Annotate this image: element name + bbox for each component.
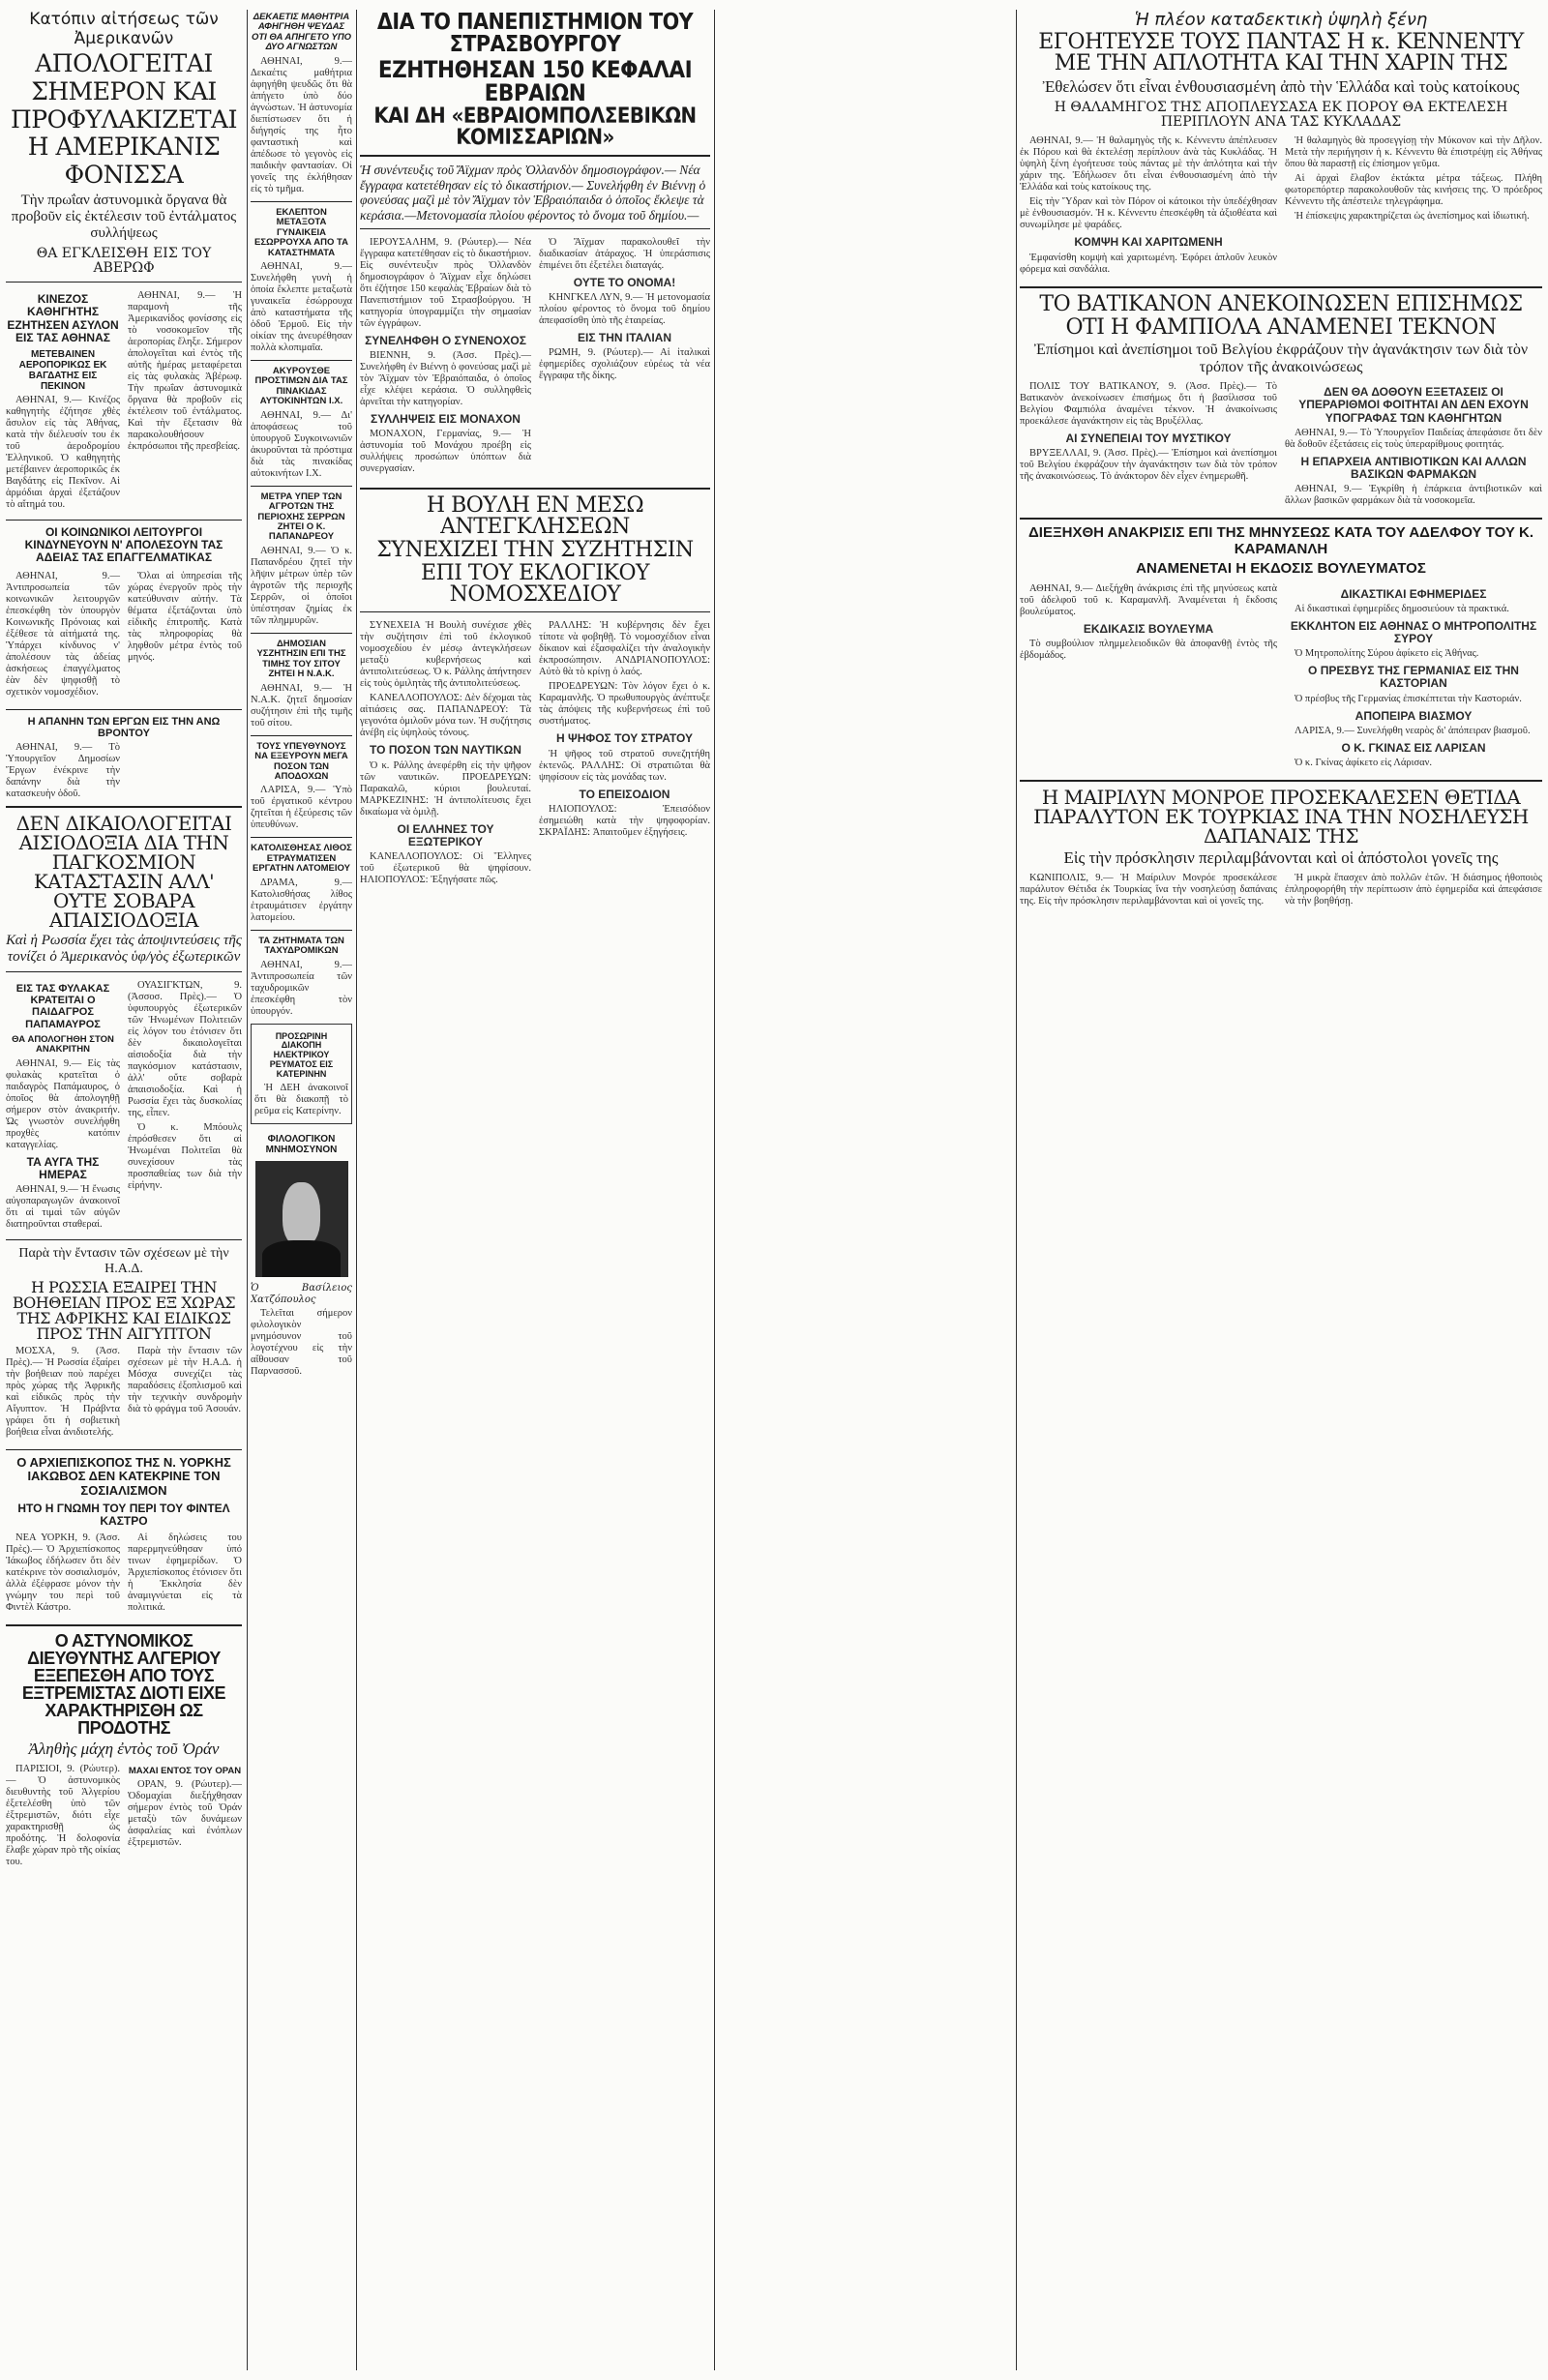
- story-headline: Ο Κ. ΓΚΙΝΑΣ ΕΙΣ ΛΑΡΙΣΑΝ: [1341, 740, 1486, 755]
- section-label: Παρὰ τὴν ἔντασιν τῶν σχέσεων μὲ τὴν Η.Α.Δ.: [18, 1245, 229, 1276]
- column-center: [360, 8, 710, 2378]
- divider: [251, 930, 352, 931]
- story-block: [1020, 134, 1542, 280]
- story-block: [1020, 581, 1542, 774]
- story-headline: ΣΥΝΕΛΗΦΘΗ Ο ΣΥΝΕΝΟΧΟΣ: [365, 334, 526, 348]
- story-block: [6, 1531, 242, 1619]
- story-headline: ΚΟΜΨΗ ΚΑΙ ΧΑΡΙΤΩΜΕΝΗ: [1074, 235, 1223, 250]
- story-headline: ΑΙ ΣΥΝΕΠΕΙΑΙ ΤΟΥ ΜΥΣΤΙΚΟΥ: [1065, 431, 1232, 446]
- article-body: ΔΙΚΑΣΤΙΚΑΙ ΕΦΗΜΕΡΙΔΕΣ Αἱ δικαστικαὶ ἐφημερίδες δημοσιεύουν τὰ πρακτικά. ΕΚΚΛΗΤΟΝ ΕΙΣ ΑΘΗΝΑΣ Ο ΜΗΤΡΟΠΟΛΙΤΗΣ ΣΥΡΟΥ Ὁ Μητροπολίτης Σύρου ἀφίκετο εἰς Ἀθήνας. Ο ΠΡΕΣΒΥΣ ΤΗΣ ΓΕΡΜΑΝΙΑΣ ΕΙΣ ΤΗΝ ΚΑΣΤΟΡΙΑΝ Ὁ πρέσβυς τῆς Γερμανίας ἐπισκέπτεται τὴν Καστοριάν. ΑΠΟΠΕΙΡΑ ΒΙΑΣΜΟΥ ΛΑΡΙΣΑ, 9.— Συνελήφθη νεαρὸς δι' ἀπόπειραν βιασμοῦ. Ο Κ. ΓΚΙΝΑΣ ΕΙΣ ΛΑΡΙΣΑΝ Ὁ κ. Γκίνας ἀφίκετο εἰς Λάρισαν.: [1285, 583, 1542, 772]
- box-headline: ΠΡΟΣΩΡΙΝΗ ΔΙΑΚΟΠΗ ΗΛΕΚΤΡΙΚΟΥ ΡΕΥΜΑΤΟΣ ΕΙΣ ΚΑΤΕΡΙΝΗΝ: [269, 1030, 334, 1080]
- column-rule: [247, 10, 248, 2370]
- article-body: ΔΡΑΜΑ, 9.— Κατολισθήσας λίθος ἐτραυμάτισεν ἐργάτην λατομείου.: [251, 877, 352, 923]
- divider: [1020, 780, 1542, 782]
- article-body: ΠΑΡΙΣΙΟΙ, 9. (Ρώυτερ).— Ὁ ἀστυνομικὸς διευθυντὴς τοῦ Ἀλγερίου ἐξετελέσθη ὑπὸ τῶν ἐξτρεμιστῶν, διότι εἶχε χαρακτηρισθῇ ὡς προδότης. Ἡ δολοφονία ἔλαβε χώραν πρὸ τῆς οἰκίας του.: [6, 1763, 120, 1867]
- photo-suit: [262, 1240, 341, 1277]
- column-left: [6, 8, 242, 2378]
- subheadline: Ἡ συνέντευξις τοῦ Ἄϊχμαν πρὸς Ὀλλανδὸν δημοσιογράφον.— Νέα ἔγγραφα κατετέθησαν εἰς τὸ δικαστήριον.— Συνελήφθη ἐν Βιέννῃ ὁ φονεύσας μαζὶ μὲ τὸν Ἄϊχμαν τὸν Ἑβραιόπαιδα ὁ ὁποῖος ἔκλεψε τὰ κεράσια.—Μετονομασία πλοίου φέροντος τὸ ὄνομα τοῦ δημίου.—: [360, 163, 706, 223]
- kicker: Ἡ πλέον καταδεκτικὴ ὑψηλὴ ξένη: [1134, 10, 1428, 30]
- divider: [360, 228, 710, 229]
- headline: Η ΒΟΥΛΗ ΕΝ ΜΕΣΩ ΑΝΤΕΓΚΛΗΣΕΩΝ: [426, 493, 644, 540]
- story-block: [6, 978, 242, 1234]
- divider: [6, 709, 242, 710]
- banner-headline: ΔΙΑ ΤΟ ΠΑΝΕΠΙΣΤΗΜΙΟΝ ΤΟΥ ΣΤΡΑΣΒΟΥΡΓΟΥ: [376, 10, 694, 57]
- divider: [251, 633, 352, 634]
- article-body: ΛΑΡΙΣΑ, 9.— Ὑπὸ τοῦ ἐργατικοῦ κέντρου ζητεῖται ἡ ἐξεύρεσις τῶν ὑπευθύνων.: [251, 785, 352, 831]
- story-headline: ΤΑ ΑΥΓΑ ΤΗΣ ΗΜΕΡΑΣ: [26, 1154, 100, 1181]
- headline: Η ΜΑΙΡΙΛΥΝ ΜΟΝΡΟΕ ΠΡΟΣΕΚΑΛΕΣΕΝ ΘΕΤΙΔΑ ΠΑΡΑΛΥΤΟΝ ΕΚ ΤΟΥΡΚΙΑΣ ΙΝΑ ΤΗΝ ΝΟΣΗΛΕΥΣΗ ΔΑΠΑΝΑΙΣ ΤΗΣ: [1033, 786, 1529, 848]
- article-body: ΑΘΗΝΑΙ, 9.— Δι' ἀποφάσεως τοῦ ὑπουργοῦ Συγκοινωνιῶν ἀκυροῦνται τὰ πρόστιμα διὰ τὰς πινακίδας αὐτοκινήτων Ι.Χ.: [251, 409, 352, 479]
- notice-box: [251, 1024, 352, 1124]
- story-block: [6, 1762, 242, 1873]
- column-second: [251, 8, 352, 2378]
- story-headline: ΟΙ ΕΛΛΗΝΕΣ ΤΟΥ ΕΞΩΤΕΡΙΚΟΥ: [397, 821, 494, 848]
- kicker: Κατόπιν αἰτήσεως τῶν Ἀμερικανῶν: [29, 10, 219, 48]
- story-headline: Η ΨΗΦΟΣ ΤΟΥ ΣΤΡΑΤΟΥ: [556, 731, 693, 746]
- article-body: Αἱ δηλώσεις του παρερμηνεύθησαν ὑπό τινων ἐφημερίδων. Ὁ Ἀρχιεπίσκοπος ἐτόνισεν ὅτι ἡ Ἐκκλησία δὲν ἀναμιγνύεται εἰς τὰ πολιτικά.: [128, 1532, 242, 1614]
- story-headline: ΤΟΥΣ ΥΠΕΥΘΥΝΟΥΣ ΝΑ ΕΞΕΥΡΟΥΝ ΜΕΓΑ ΠΟΣΟΝ ΤΩΝ ΑΠΟΔΟΧΩΝ: [254, 740, 348, 782]
- subheadline: Η ΘΑΛΑΜΗΓΟΣ ΤΗΣ ΑΠΟΠΛΕΥΣΑΣΑ ΕΚ ΠΟΡΟΥ ΘΑ ΕΚΤΕΛΕΣΗ ΠΕΡΙΠΛΟΥΝ ΑΝΑ ΤΑΣ ΚΥΚΛΑΔΑΣ: [1054, 99, 1508, 130]
- article-body: ΙΕΡΟΥΣΑΛΗΜ, 9. (Ρώυτερ).— Νέα ἔγγραφα κατετέθησαν εἰς τὸ δικαστήριον. Εἰς συνέντευξιν πρὸς Ὀλλανδὸν δημοσιογράφον ὁ Ἄϊχμαν εἶχε δηλώσει ὅτι ἐζήτησε 150 κεφαλὰς Ἑβραίων διὰ τὸ Πανεπιστήμιον τοῦ Στρασβούργου. Ἡ κατηγορία ὑπογραμμίζει τὴν σημασίαν τῶν ἐγγράφων. ΣΥΝΕΛΗΦΘΗ Ο ΣΥΝΕΝΟΧΟΣ ΒΙΕΝΝΗ, 9. (Ἀσσ. Πρὲς).— Συνελήφθη ἐν Βιέννῃ ὁ φονεύσας μαζὶ μὲ τὸν Ἄϊχμαν τὸν Ἑβραιόπαιδα, ὁ ὁποῖος εἶχε κλέψει κεράσια. Ὁ συλληφθεὶς ἀρνεῖται τὴν κατηγορίαν. ΣΥΛΛΗΨΕΙΣ ΕΙΣ ΜΟΝΑΧΟΝ ΜΟΝΑΧΟΝ, Γερμανίας, 9.— Ἡ ἀστυνομία τοῦ Μονάχου προέβη εἰς συλλήψεις προσώπων ὑπόπτων διὰ συνεργασίαν.: [360, 237, 531, 475]
- headline: ΕΓΟΗΤΕΥΣΕ ΤΟΥΣ ΠΑΝΤΑΣ Η κ. ΚΕΝΝΕΝΤΥ ΜΕ ΤΗΝ ΑΠΛΟΤΗΤΑ ΚΑΙ ΤΗΝ ΧΑΡΙΝ ΤΗΣ: [1038, 30, 1524, 75]
- story-headline: ΤΟ ΠΟΣΟΝ ΤΩΝ ΝΑΥΤΙΚΩΝ: [370, 743, 521, 758]
- divider: [1020, 286, 1542, 288]
- story-headline: ΣΥΛΛΗΨΕΙΣ ΕΙΣ ΜΟΝΑΧΟΝ: [371, 412, 521, 427]
- story-headline: ΔΕΚΑΕΤΙΣ ΜΑΘΗΤΡΙΑ ΑΦΗΓΗΘΗ ΨΕΥΔΑΣ ΟΤΙ ΘΑ ΑΠΗΓΕΤΟ ΥΠΟ ΔΥΟ ΑΓΝΩΣΤΩΝ: [251, 12, 352, 53]
- article-body: ΣΥΝΕΧΕΙΑ Ἡ Βουλὴ συνέχισε χθὲς τὴν συζήτησιν ἐπὶ τοῦ ἐκλογικοῦ νομοσχεδίου ἐν μέσῳ ἀντεγκλήσεων μεταξὺ κυβερνήσεως καὶ ἀντιπολιτεύσεως. Ὁ κ. Ράλλης ἀπήντησεν εἰς τοὺς ὁμιλητὰς τῆς ἀντιπολιτεύσεως. ΚΑΝΕΛΛΟΠΟΥΛΟΣ: Δὲν δέχομαι τὰς αἰτιάσεις σας. ΠΑΠΑΝΔΡΕΟΥ: Τὰ γεγονότα ὁμιλοῦν μόνα των. Ἡ συζήτησις ἀνέβη εἰς ὑψηλοὺς τόνους. ΤΟ ΠΟΣΟΝ ΤΩΝ ΝΑΥΤΙΚΩΝ Ὁ κ. Ράλλης ἀνεφέρθη εἰς τὴν ψῆφον τῶν ναυτικῶν. ΠΡΟΕΔΡΕΥΩΝ: Παρακαλῶ, κύριοι βουλευταί. ΜΑΡΚΕΖΙΝΗΣ: Ἡ ἀντιπολίτευσις ἔχει δικαίωμα νὰ ὁμιλῇ. ΟΙ ΕΛΛΗΝΕΣ ΤΟΥ ΕΞΩΤΕΡΙΚΟΥ ΚΑΝΕΛΛΟΠΟΥΛΟΣ: Οἱ Ἕλληνες τοῦ ἐξωτερικοῦ θὰ ψηφίσουν. ΗΛΙΟΠΟΥΛΟΣ: Ἐξηγήσατε πῶς.: [360, 620, 531, 885]
- story-block: [6, 1344, 242, 1443]
- story-headline: ΕΚΛΕΠΤΟΝ ΜΕΤΑΞΟΤΑ ΓΥΝΑΙΚΕΙΑ ΕΣΩΡΡΟΥΧΑ ΑΠΟ ΤΑ ΚΑΤΑΣΤΗΜΑΤΑ: [254, 206, 348, 258]
- article-body: Ἡ ΔΕΗ ἀνακοινοῖ ὅτι θὰ διακοπῇ τὸ ρεῦμα εἰς Κατερίνην.: [254, 1083, 348, 1117]
- divider: [6, 1624, 242, 1626]
- story-headline: ΤΟ ΕΠΕΙΣΟΔΙΟΝ: [579, 787, 670, 801]
- divider: [6, 520, 242, 521]
- headline: ΑΝΑΜΕΝΕΤΑΙ Η ΕΚΔΟΣΙΣ ΒΟΥΛΕΥΜΑΤΟΣ: [1136, 560, 1426, 578]
- story-headline: Ο ΠΡΕΣΒΥΣ ΤΗΣ ΓΕΡΜΑΝΙΑΣ ΕΙΣ ΤΗΝ ΚΑΣΤΟΡΙΑΝ: [1308, 664, 1519, 691]
- article-body: Παρὰ τὴν ἔντασιν τῶν σχέσεων μὲ τὴν Η.Α.Δ. ἡ Μόσχα συνεχίζει τὰς παραδόσεις ἐξοπλισμοῦ καὶ τὴν τεχνικὴν συνδρομὴν διὰ τὸ φράγμα τοῦ Ἀσουάν.: [128, 1346, 242, 1415]
- headline: ΔΙΕΞΗΧΘΗ ΑΝΑΚΡΙΣΙΣ ΕΠΙ ΤΗΣ ΜΗΝΥΣΕΩΣ ΚΑΤΑ ΤΟΥ ΑΔΕΛΦΟΥ ΤΟΥ Κ. ΚΑΡΑΜΑΝΛΗ: [1028, 524, 1533, 557]
- headline: Η ΡΩΣΣΙΑ ΕΞΑΙΡΕΙ ΤΗΝ ΒΟΗΘΕΙΑΝ ΠΡΟΣ ΕΞ ΧΩΡΑΣ ΤΗΣ ΑΦΡΙΚΗΣ ΚΑΙ ΕΙΔΙΚΩΣ ΠΡΟΣ ΤΗΝ ΑΙΓΥΠΤΟΝ: [12, 1278, 236, 1344]
- article-body: ΡΑΛΛΗΣ: Ἡ κυβέρνησις δὲν ἔχει τίποτε νὰ φοβηθῇ. Τὸ νομοσχέδιον εἶναι δίκαιον καὶ ἐξασφαλίζει τὴν ἀναλογικὴν ἐκπροσώπησιν. ΑΝΔΡΙΑΝΟΠΟΥΛΟΣ: Αὐτὸ θὰ τὸ κρίνῃ ὁ λαός. ΠΡΟΕΔΡΕΥΩΝ: Τὸν λόγον ἔχει ὁ κ. Καραμανλῆς. Ὁ πρωθυπουργὸς ἀνέπτυξε τὰς ἀπόψεις τῆς κυβερνήσεως ἐπὶ τοῦ συστήματος. Η ΨΗΦΟΣ ΤΟΥ ΣΤΡΑΤΟΥ Ἡ ψῆφος τοῦ στρατοῦ συνεζητήθη ἐκτενῶς. ΡΑΛΛΗΣ: Οἱ στρατιῶται θὰ ψηφίσουν εἰς τὰς μονάδας των. ΤΟ ΕΠΕΙΣΟΔΙΟΝ ΗΛΙΟΠΟΥΛΟΣ: Ἐπεισόδιον ἐσημειώθη κατὰ τὴν ψηφοφορίαν. ΣΚΡΑΪΔΗΣ: Ἀπαιτοῦμεν ἐξηγήσεις.: [539, 620, 710, 838]
- article-body: ΑΘΗΝΑΙ, 9.— Ἡ θαλαμηγὸς τῆς κ. Κέννεντυ ἀπέπλευσεν ἐκ Πόρου καὶ θὰ ἐκτελέσῃ περίπλουν ἀνὰ τὰς Κυκλάδας. Ἡ ὑψηλὴ ξένη ἐγοήτευσε τοὺς πάντας μὲ τὴν ἁπλότητα καὶ τὴν χάριν της. Ἐδήλωσεν ὅτι εἶναι ἐνθουσιασμένη ἀπὸ τὴν Ἑλλάδα καὶ τοὺς κατοίκους της. Εἰς τὴν Ὕδραν καὶ τὸν Πόρον οἱ κάτοικοι τὴν ὑπεδέχθησαν μὲ ἐνθουσιασμόν. Ἡ κ. Κέννεντυ ἐπεσκέφθη τὰ ἀξιοθέατα καὶ συνωμίλησε μὲ ψαράδες. ΚΟΜΨΗ ΚΑΙ ΧΑΡΙΤΩΜΕΝΗ Ἐμφανίσθη κομψὴ καὶ χαριτωμένη. Ἐφόρει ἁπλοῦν λευκὸν φόρεμα καὶ σανδάλια.: [1020, 135, 1277, 275]
- story-block: [1020, 379, 1542, 512]
- article-body: ΜΟΣΧΑ, 9. (Ἀσσ. Πρὲς).— Ἡ Ρωσσία ἐξαίρει τὴν βοήθειαν ποὺ παρέχει πρὸς χώρας τῆς Ἀφρικῆς καὶ εἰδικῶς πρὸς τὴν Αἴγυπτον. Ἡ Πράβντα γράφει ὅτι ἡ σοβιετικὴ βοήθεια εἶναι ἀνιδιοτελής.: [6, 1346, 120, 1439]
- story-block: [6, 288, 242, 514]
- article-body: Ἡ μικρὰ ἔπασχεν ἀπὸ πολλῶν ἐτῶν. Ἡ διάσημος ἠθοποιὸς ἐπληροφορήθη τὴν περίπτωσιν ἀπὸ ἐφημερίδα καὶ ἀπεφάσισε νὰ τὴν βοηθήσῃ.: [1285, 872, 1542, 907]
- article-body: ΑΘΗΝΑΙ, 9.— Διεξήχθη ἀνάκρισις ἐπὶ τῆς μηνύσεως κατὰ τοῦ ἀδελφοῦ τοῦ κ. Καραμανλῆ. Ἀναμένεται ἡ ἔκδοσις βουλεύματος. ΕΚΔΙΚΑΣΙΣ ΒΟΥΛΕΥΜΑ Τὸ συμβούλιον πλημμελειοδικῶν θὰ ἀποφανθῇ ἐντὸς τῆς ἑβδομάδος.: [1020, 582, 1277, 661]
- column-rule: [714, 10, 715, 2370]
- column-rule: [1016, 10, 1017, 2370]
- story-block: [6, 569, 242, 703]
- divider: [6, 282, 242, 283]
- article-body: ΟΥΑΣΙΓΚΤΩΝ, 9. (Ἀσσοσ. Πρὲς).— Ὁ ὑφυπουργὸς ἐξωτερικῶν τῶν Ἡνωμένων Πολιτειῶν εἰς λόγον του ἐτόνισεν ὅτι δὲν δικαιολογεῖται αἰσιοδοξία διὰ τὴν παγκόσμιον κατάστασιν, ἀλλ' οὔτε σοβαρὰ ἀπαισιοδοξία. Καὶ ἡ Ρωσσία ἔχει τὰς δυσκολίας της, εἶπεν. Ὁ κ. Μπόουλς ἐπρόσθεσεν ὅτι αἱ Ἡνωμέναι Πολιτεῖαι θὰ συνεχίσουν τὰς προσπαθείας των διὰ τὴν εἰρήνην.: [128, 980, 242, 1192]
- subheadline: Ἐπίσημοι καὶ ἀνεπίσημοι τοῦ Βελγίου ἐκφράζουν τὴν ἀγανάκτησιν των διὰ τὸν τρόπον τῆς ἀνακοινώσεως: [1033, 341, 1529, 375]
- article-body: ΚΩΝΙΠΟΛΙΣ, 9.— Ἡ Μαίριλυν Μονρόε προσεκάλεσε παράλυτον Θέτιδα ἐκ Τουρκίας ἵνα τὴν νοσηλεύσῃ δαπάναις της. Εἰς τὴν πρόσκλησιν περιλαμβάνονται καὶ οἱ γονεῖς της.: [1020, 872, 1277, 907]
- divider: [251, 360, 352, 361]
- column-rule: [356, 10, 357, 2370]
- headline: ΕΠΙ ΤΟΥ ΕΚΛΟΓΙΚΟΥ ΝΟΜΟΣΧΕΔΙΟΥ: [420, 561, 650, 608]
- banner-headline: ΚΑΙ ΔΗ «ΕΒΡΑΙΟΜΠΟΛΣΕΒΙΚΩΝ ΚΟΜΙΣΣΑΡΙΩΝ»: [373, 104, 697, 150]
- column-right: [1020, 8, 1542, 2378]
- article-body: ΔΕΝ ΘΑ ΔΟΘΟΥΝ ΕΞΕΤΑΣΕΙΣ ΟΙ ΥΠΕΡΑΡΙΘΜΟΙ ΦΟΙΤΗΤΑΙ ΑΝ ΔΕΝ ΕΧΟΥΝ ΥΠΟΓΡΑΦΑΣ ΤΩΝ ΚΑΘΗΓΗΤΩΝ ΑΘΗΝΑΙ, 9.— Τὸ Ὑπουργεῖον Παιδείας ἀπεφάσισε ὅτι δὲν θὰ δοθοῦν ἐξετάσεις εἰς τοὺς ὑπεραρίθμους φοιτητάς. Η ΕΠΑΡΧΕΙΑ ΑΝΤΙΒΙΟΤΙΚΩΝ ΚΑΙ ΑΛΛΩΝ ΒΑΣΙΚΩΝ ΦΑΡΜΑΚΩΝ ΑΘΗΝΑΙ, 9.— Ἐγκρίθη ἡ ἐπάρκεια ἀντιβιοτικῶν καὶ ἄλλων βασικῶν φαρμάκων διὰ τὰ νοσοκομεῖα.: [1285, 385, 1542, 507]
- subheadline: ΘΑ ΕΓΚΛΕΙΣΘΗ ΕΙΣ ΤΟΥ ΑΒΕΡΩΦ: [36, 245, 212, 276]
- story-headline: ΚΑΤΟΛΙΣΘΗΣΑΣ ΛΙΘΟΣ ΕΤΡΑΥΜΑΤΙΣΕΝ ΕΡΓΑΤΗΝ ΛΑΤΟΜΕΙΟΥ: [251, 843, 352, 875]
- headline: ΔΕΝ ΔΙΚΑΙΟΛΟΓΕΙΤΑΙ ΑΙΣΙΟΔΟΞΙΑ ΔΙΑ ΤΗΝ ΠΑΓΚΟΣΜΙΟΝ ΚΑΤΑΣΤΑΣΙΝ ΑΛΛ' ΟΥΤΕ ΣΟΒΑΡΑ ΑΠΑΙΣΙΟΔΟΞΙΑ: [15, 811, 232, 932]
- article-body: ΑΘΗΝΑΙ, 9.— Συνελήφθη γυνὴ ἡ ὁποία ἔκλεπτε μεταξωτὰ γυναικεῖα ἐσώρρουχα ἀπὸ καταστήματα τῆς ὁδοῦ Ἑρμοῦ. Εἰς τὴν οἰκίαν της ἀνευρέθησαν πολλὰ κλοπιμαῖα.: [251, 260, 352, 353]
- article-body: Ἡ θαλαμηγὸς θὰ προσεγγίσῃ τὴν Μύκονον καὶ τὴν Δῆλον. Μετὰ τὴν περιήγησιν ἡ κ. Κέννεντυ θὰ ἐπιστρέψῃ εἰς Ἀθήνας ὅπου θὰ παραστῇ εἰς ἐπίσημον γεῦμα. Αἱ ἀρχαὶ ἔλαβον ἐκτάκτα μέτρα τάξεως. Πλήθη φωτορεπόρτερ παρακολουθοῦν τὰς κινήσεις της. Ὁ πρόεδρος Κέννεντυ τῆς ἀπέστειλε τηλεγράφημα. Ἡ ἐπίσκεψις χαρακτηρίζεται ὡς ἀνεπίσημος καὶ ἰδιωτική.: [1285, 135, 1542, 223]
- story-headline: ΜΕΤΡΑ ΥΠΕΡ ΤΩΝ ΑΓΡΟΤΩΝ ΤΗΣ ΠΕΡΙΟΧΗΣ ΣΕΡΡΩΝ ΖΗΤΕΙ Ο Κ. ΠΑΠΑΝΔΡΕΟΥ: [257, 491, 345, 543]
- article-body: ΑΘΗΝΑΙ, 9.— Κινέζος καθηγητὴς ἐζήτησε χθὲς ἄσυλον εἰς τὰς Ἀθήνας, κατὰ τὴν διέλευσίν του ἐκ τοῦ ἀεροδρομίου Ἑλληνικοῦ. Ὁ καθηγητὴς μετέβαινεν ἀεροπορικῶς ἐκ Βαγδάτης εἰς Πεκῖνον. Αἱ ἁρμόδιαι ἀρχαὶ ἐξετάζουν τὸ αἴτημά του.: [6, 395, 121, 511]
- story-headline: Η ΑΠΑΝΗΝ ΤΩΝ ΕΡΓΩΝ ΕΙΣ ΤΗΝ ΑΝΩ ΒΡΟΝΤΟΥ: [27, 715, 221, 739]
- article-body: ΝΕΑ ΥΟΡΚΗ, 9. (Ἀσσ. Πρὲς).— Ὁ Ἀρχιεπίσκοπος Ἰάκωβος ἐδήλωσεν ὅτι δὲν κατέκρινε τὸν σοσιαλισμόν, ἀλλὰ ἐξέφρασε μόνον τὴν γνώμην του περὶ τοῦ Φιντὲλ Κάστρο.: [6, 1532, 120, 1614]
- subheadline: Καὶ ἡ Ρωσσία ἔχει τὰς ἀποψιντεύσεις τῆς τονίζει ὁ Ἀμερικανὸς ὑφ/γὸς ἐξωτερικῶν: [6, 932, 242, 966]
- article-body: ΑΘΗΝΑΙ, 9.— Ὁ κ. Παπανδρέου ζητεῖ τὴν λῆψιν μέτρων ὑπὲρ τῶν ἀγροτῶν τῆς περιοχῆς Σερρῶν, οἱ ὁποῖοι ὑπέστησαν ζημίας ἐκ τῶν πλημμυρῶν.: [251, 545, 352, 626]
- headline: ΤΟ ΒΑΤΙΚΑΝΟΝ ΑΝΕΚΟΙΝΩΣΕΝ ΕΠΙΣΗΜΩΣ: [1039, 291, 1523, 316]
- headline: ΑΠΟΛΟΓΕΙΤΑΙ ΣΗΜΕΡΟΝ ΚΑΙ ΠΡΟΦΥΛΑΚΙΖΕΤΑΙ Η ΑΜΕΡΙΚΑΝΙΣ ΦΟΝΙΣΣΑ: [10, 49, 237, 189]
- story-headline: ΦΙΛΟΛΟΓΙΚΟΝ ΜΝΗΜΟΣΥΝΟΝ: [265, 1134, 338, 1156]
- story-headline: ΕΙΣ ΤΗΝ ΙΤΑΛΙΑΝ: [578, 331, 671, 345]
- story-headline: ΔΙΚΑΣΤΙΚΑΙ ΕΦΗΜΕΡΙΔΕΣ: [1340, 586, 1487, 601]
- article-body: ΟΡΑΝ, 9. (Ρώυτερ).— Ὁδομαχίαι διεξήχθησαν σήμερον ἐντὸς τοῦ Ὀράν μεταξὺ τῶν δυνάμεων ἀσφαλείας καὶ ἐνόπλων ἐξτρεμιστῶν.: [128, 1779, 242, 1849]
- story-headline: Η ΕΠΑΡΧΕΙΑ ΑΝΤΙΒΙΟΤΙΚΩΝ ΚΑΙ ΑΛΛΩΝ ΒΑΣΙΚΩΝ ΦΑΡΜΑΚΩΝ: [1300, 454, 1527, 482]
- divider: [251, 735, 352, 736]
- story-headline: Ο ΑΡΧΙΕΠΙΣΚΟΠΟΣ ΤΗΣ Ν. ΥΟΡΚΗΣ ΙΑΚΩΒΟΣ ΔΕΝ ΚΑΤΕΚΡΙΝΕ ΤΟΝ ΣΟΣΙΑΛΙΣΜΟΝ: [16, 1455, 231, 1498]
- portrait-photo: [255, 1161, 348, 1277]
- photo-face: [283, 1182, 319, 1246]
- story-headline: ΚΙΝΕΖΟΣ ΚΑΘΗΓΗΤΗΣ ΕΖΗΤΗΣΕΝ ΑΣΥΛΟΝ ΕΙΣ ΤΑΣ ΑΘΗΝΑΣ: [7, 292, 119, 344]
- article-body: ΑΘΗΝΑΙ, 9.— Ἡ ἔνωσις αὐγοπαραγωγῶν ἀνακοινοῖ ὅτι αἱ τιμαὶ τῶν αὐγῶν διατηροῦνται σταθεραί.: [6, 1183, 121, 1230]
- article-body: ΑΘΗΝΑΙ, 9.— Ἀντιπροσωπεία τῶν κοινωνικῶν λειτουργῶν ἐπεσκέφθη τὸν ὑπουργὸν Κοινωνικῆς Πρόνοιας καὶ ἐξέθεσε τὰ αἰτήματά της. Ὑπάρχει κίνδυνος ν' ἀπολέσουν τὰς ἀδείας ἀσκήσεως ἐπαγγέλματος ἐὰν δὲν ψηφισθῇ τὸ σχετικὸν νομοσχέδιον.: [6, 570, 120, 698]
- divider: [1020, 518, 1542, 520]
- divider: [251, 201, 352, 202]
- story-subheadline: ΘΑ ΑΠΟΛΟΓΗΘΗ ΣΤΟΝ ΑΝΑΚΡΙΤΗΝ: [12, 1033, 114, 1056]
- story-block: [360, 235, 710, 480]
- subheadline: Εἰς τὴν πρόσκλησιν περιλαμβάνονται καὶ οἱ ἀπόστολοι γονεῖς της: [1063, 848, 1499, 868]
- divider: [360, 611, 710, 612]
- divider: [6, 1449, 242, 1450]
- divider: [251, 486, 352, 487]
- article-body: ΑΘΗΝΑΙ, 9.— Ἡ παραμονὴ τῆς Ἀμερικανίδος φονίσσης εἰς τὸ νοσοκομεῖον τῆς ἀεροπορίας ἔληξε. Σήμερον ἀπολογεῖται καὶ ἐντὸς τῆς αὐτῆς ἡμέρας μεταφέρεται εἰς τὰς φυλακὰς Ἀβέρωφ. Τὴν πρωΐαν ἀστυνομικὰ ὄργανα θὰ προβοῦν εἰς ἐκτέλεσιν τοῦ ἐντάλματος. Καὶ τὴν ἔξετασιν θὰ παρακολουθήσουν ἐκπρόσωποι τῆς πρεσβείας.: [128, 290, 242, 453]
- article-body: Τελεῖται σήμερον φιλολογικὸν μνημόσυνον τοῦ λογοτέχνου εἰς τὴν αἴθουσαν τοῦ Παρνασσοῦ.: [251, 1308, 352, 1378]
- divider: [360, 155, 710, 157]
- headline: ΟΤΙ Η ΦΑΜΠΙΟΛΑ ΑΝΑΜΕΝΕΙ ΤΕΚΝΟΝ: [1065, 314, 1497, 340]
- story-headline: ΕΚΚΛΗΤΟΝ ΕΙΣ ΑΘΗΝΑΣ Ο ΜΗΤΡΟΠΟΛΙΤΗΣ ΣΥΡΟΥ: [1290, 618, 1537, 646]
- divider: [6, 806, 242, 808]
- article-body: Ὅλαι αἱ ὑπηρεσίαι τῆς χώρας ἐνεργοῦν πρὸς τὴν κατεύθυνσιν αὐτήν. Τὰ θέματα ἐξετάζονται ὑπὸ εἰδικῆς ἐπιτροπῆς. Κατὰ τὰς πληροφορίας θὰ ληφθοῦν μέτρα ἐντὸς τοῦ μηνός.: [128, 570, 242, 663]
- divider: [6, 1239, 242, 1240]
- banner-headline: ΕΖΗΤΗΘΗΣΑΝ 150 ΚΕΦΑΛΑΙ ΕΒΡΑΙΩΝ: [377, 56, 693, 106]
- subheadline: Ἀληθὴς μάχη ἐντὸς τοῦ Ὀράν: [28, 1740, 220, 1759]
- story-headline: ΑΚΥΡΟΥΣΘΕ ΠΡΟΣΤΙΜΩΝ ΔΙΑ ΤΑΣ ΠΙΝΑΚΙΔΑΣ ΑΥΤΟΚΙΝΗΤΩΝ Ι.Χ.: [254, 365, 348, 407]
- subheadline: Ἐθελώσεν ὅτι εἶναι ἐνθουσιασμένη ἀπὸ τὴν Ἑλλάδα καὶ τοὺς κατοίκους: [1042, 77, 1520, 96]
- story-headline: ΟΙ ΚΟΙΝΩΝΙΚΟΙ ΛΕΙΤΟΥΡΓΟΙ ΚΙΝΔΥΝΕΥΟΥΝ Ν' ΑΠΟΛΕΣΟΥΝ ΤΑΣ ΑΔΕΙΑΣ ΤΑΣ ΕΠΑΓΓΕΛΜΑΤΙΚΑΣ: [24, 525, 223, 565]
- story-headline: ΕΙΣ ΤΑΣ ΦΥΛΑΚΑΣ ΚΡΑΤΕΙΤΑΙ Ο ΠΑΙΔΑΓΡΟΣ ΠΑΠΑΜΑΥΡΟΣ: [15, 983, 110, 1030]
- divider: [360, 488, 710, 490]
- article-body: ΑΘΗΝΑΙ, 9.— Δεκαέτις μαθήτρια ἀφηγήθη ψευδῶς ὅτι θὰ ἀπήγετο ὑπὸ δύο ἀγνώστων. Ἡ ἀστυνομία διεπίστωσεν ὅτι ἡ διήγησίς της ἦτο φανταστικὴ καὶ ἀπέδωσε τὸ γεγονὸς εἰς παιδικὴν φαντασίαν. Οἱ γονεῖς της ἐκλήθησαν εἰς τὸ τμῆμα.: [251, 55, 352, 194]
- story-headline: ΔΗΜΟΣΙΑΝ ΥΣΖΗΤΗΣΙΝ ΕΠΙ ΤΗΣ ΤΙΜΗΣ ΤΟΥ ΣΙΤΟΥ ΖΗΤΕΙ Η Ν.Α.Κ.: [256, 638, 346, 680]
- article-body: ΑΘΗΝΑΙ, 9.— Εἰς τὰς φυλακὰς κρατεῖται ὁ παιδαγρὸς Παπάμαυρος, ὁ ὁποῖος θὰ ἀπολογηθῇ σήμερον στὸν ἀνακριτήν. Ὡς γνωστὸν συνελήφθη προχθὲς κατόπιν καταγγελίας.: [6, 1057, 120, 1150]
- article-body: ΑΘΗΝΑΙ, 9.— Ἀντιπροσωπεία τῶν ταχυδρομικῶν ἐπεσκέφθη τὸν ὑπουργόν.: [251, 959, 352, 1017]
- article-body: ΠΟΛΙΣ ΤΟΥ ΒΑΤΙΚΑΝΟΥ, 9. (Ἀσσ. Πρὲς).— Τὸ Βατικανὸν ἀνεκοίνωσεν ἐπισήμως ὅτι ἡ βασίλισσα τοῦ Βελγίου Φαμπιόλα ἀναμένει τέκνον. Ἡ ἀνακοίνωσις προεκάλεσε ἀγανάκτησιν εἰς τὰς Βρυξέλλας. ΑΙ ΣΥΝΕΠΕΙΑΙ ΤΟΥ ΜΥΣΤΙΚΟΥ ΒΡΥΞΕΛΛΑΙ, 9. (Ἀσσ. Πρὲς).— Ἐπίσημοι καὶ ἀνεπίσημοι τοῦ Βελγίου ἐκφράζουν τὴν ἀγανάκτησιν των διὰ τὸν τρόπον τῆς ἀνακοινώσεως. Τὸ ἀνάκτορον δὲν εἶχεν ἐνημερωθῆ.: [1020, 381, 1277, 483]
- article-body: ΑΘΗΝΑΙ, 9.— Ἡ Ν.Α.Κ. ζητεῖ δημοσίαν συζήτησιν ἐπὶ τῆς τιμῆς τοῦ σίτου.: [251, 682, 352, 729]
- story-subheadline: ΜΕΤΕΒΑΙΝΕΝ ΑΕΡΟΠΟΡΙΚΩΣ ΕΚ ΒΑΓΔΑΤΗΣ ΕΙΣ ΠΕΚΙΝΟΝ: [18, 349, 107, 393]
- story-subheadline: ΗΤΟ Η ΓΝΩΜΗ ΤΟΥ ΠΕΡΙ ΤΟΥ ΦΙΝΤΕΛ ΚΑΣΤΡΟ: [17, 1501, 230, 1529]
- story-block: [1020, 871, 1542, 912]
- story-headline: ΕΚΔΙΚΑΣΙΣ ΒΟΥΛΕΥΜΑ: [1083, 621, 1214, 636]
- story-headline: ΔΕΝ ΘΑ ΔΟΘΟΥΝ ΕΞΕΤΑΣΕΙΣ ΟΙ ΥΠΕΡΑΡΙΘΜΟΙ ΦΟΙΤΗΤΑΙ ΑΝ ΔΕΝ ΕΧΟΥΝ ΥΠΟΓΡΑΦΑΣ ΤΩΝ ΚΑΘΗΓΗΤΩΝ: [1298, 385, 1529, 425]
- story-headline: ΤΑ ΖΗΤΗΜΑΤΑ ΤΩΝ ΤΑΧΥΔΡΟΜΙΚΩΝ: [258, 935, 344, 957]
- story-headline: ΑΠΟΠΕΙΡΑ ΒΙΑΣΜΟΥ: [1354, 708, 1473, 723]
- photo-caption: Ὁ Βασίλειος Χατζόπουλος: [251, 1283, 352, 1306]
- story-block: [360, 618, 710, 891]
- story-headline: ΜΑΧΑΙ ΕΝΤΟΣ ΤΟΥ ΟΡΑΝ: [128, 1765, 242, 1776]
- headline: Ο ΑΣΤΥΝΟΜΙΚΟΣ ΔΙΕΥΘΥΝΤΗΣ ΑΛΓΕΡΙΟΥ ΕΞΕΠΕΣΘΗ ΑΠΟ ΤΟΥΣ ΕΞΤΡΕΜΙΣΤΑΣ ΔΙΟΤΙ ΕΙΧΕ ΧΑΡΑΚΤΗΡΙΣΘΗ ΩΣ ΠΡΟΔΟΤΗΣ: [21, 1631, 226, 1739]
- story-headline: ΟΥΤΕ ΤΟ ΟΝΟΜΑ!: [573, 276, 676, 290]
- article-body: Ὁ Ἄϊχμαν παρακολουθεῖ τὴν διαδικασίαν ἀτάραχος. Ἡ ὑπεράσπισις ἐπιμένει ὅτι ἐξετέλει διαταγάς. ΟΥΤΕ ΤΟ ΟΝΟΜΑ! ΚΗΝΓΚΕΛ ΛΥΝ, 9.— Ἡ μετονομασία πλοίου φέροντος τὸ ὄνομα τοῦ δημίου ἀπεφασίσθη ὑπὸ τῆς ἑταιρείας. ΕΙΣ ΤΗΝ ΙΤΑΛΙΑΝ ΡΩΜΗ, 9. (Ρώυτερ).— Αἱ ἰταλικαὶ ἐφημερίδες σχολιάζουν εὐρέως τὰ νέα ἔγγραφα τῆς δίκης.: [539, 237, 710, 382]
- divider: [6, 971, 242, 972]
- headline: ΣΥΝΕΧΙΖΕΙ ΤΗΝ ΣΥΖΗΤΗΣΙΝ: [376, 538, 694, 563]
- article-body: ΑΘΗΝΑΙ, 9.— Τὸ Ὑπουργεῖον Δημοσίων Ἔργων ἐνέκρινε τὴν δαπάνην διὰ τὴν κατασκευὴν ὁδοῦ.: [6, 741, 120, 799]
- divider: [251, 837, 352, 838]
- subheadline: Τὴν πρωΐαν ἀστυνομικὰ ὄργανα θὰ προβοῦν εἰς ἐκτέλεσιν τοῦ ἐντάλματος συλλήψεως: [11, 192, 237, 242]
